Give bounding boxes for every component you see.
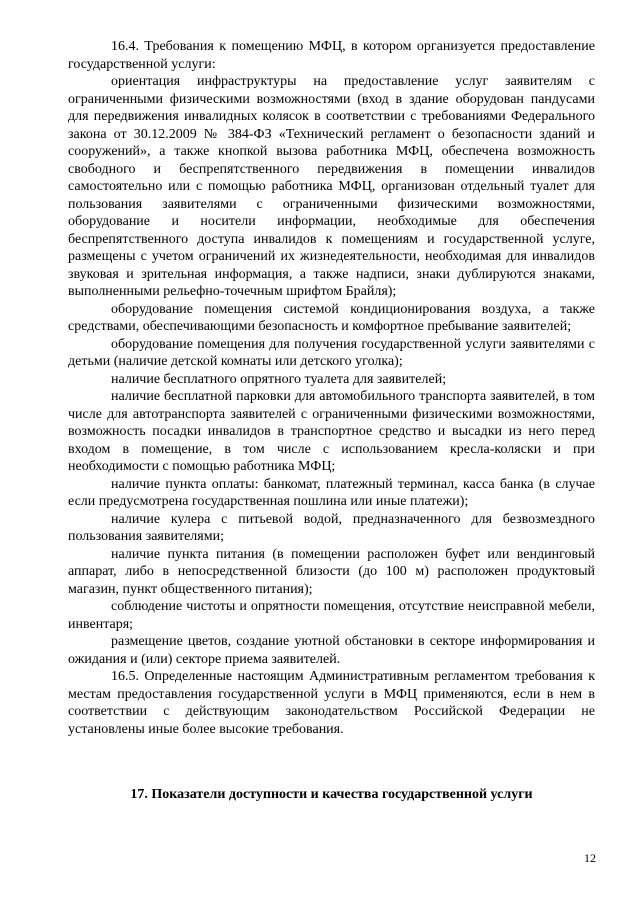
- clause-16-5: [68, 668, 595, 738]
- requirement-paragraph: наличие пункта оплаты: банкомат, платежный терминал, касса банка (в случае если предусмотрена государственная пошлина или иные платежи);: [68, 476, 595, 509]
- clause-number: 16.5.: [111, 669, 139, 684]
- requirement-paragraph: соблюдение чистоты и опрятности помещения, отсутствие неисправной мебели, инвентаря;: [68, 599, 595, 632]
- section-heading: 17. Показатели доступности и качества государственной услуги: [130, 787, 533, 802]
- requirement-paragraph: оборудование помещения системой кондиционирования воздуха, а также средствами, обеспечивающими безопасность и комфортное пребывание заявителей;: [68, 301, 595, 334]
- requirement-paragraph: размещение цветов, создание уютной обстановки в секторе информирования и ожидания и (или) секторе приема заявителей.: [68, 634, 595, 667]
- requirement-paragraph: наличие бесплатного опрятного туалета для заявителей;: [111, 371, 447, 387]
- document-body: [68, 38, 595, 738]
- clause-16-4: [68, 38, 595, 73]
- page-number: 12: [584, 851, 596, 865]
- clause-number: 16.4.: [111, 39, 139, 54]
- requirement-paragraph: наличие пункта питания (в помещении расположен буфет или вендинговый аппарат, либо в непосредственной близости (до 100 м) расположен продуктовый магазин, пункт общественного питания);: [68, 546, 595, 597]
- requirement-paragraph: наличие бесплатной парковки для автомобильного транспорта заявителей, в том числе для автотранспорта заявителей с ограниченными физическими возможностями, возможность посадки инвалидов в транспортное средство и высадки из него перед входом в помещение, в том числе с использованием кресла-коляски и при необходимости с помощью работника МФЦ;: [68, 389, 595, 474]
- requirement-paragraph: наличие кулера с питьевой водой, предназначенного для безвозмездного пользования заявителями;: [68, 511, 595, 544]
- requirement-paragraph: оборудование помещения для получения государственной услуги заявителями с детьми (наличие детской комнаты или детского уголка);: [68, 336, 595, 369]
- clause-text: Определенные настоящим Административным регламентом требования к местам предоставления государственной услуги в МФЦ применяются, если в нем в соответствии с действующим законодательством Российской Федерации не установлены иные более высокие требования.: [68, 669, 595, 737]
- requirement-paragraph: ориентация инфраструктуры на предоставление услуг заявителям с ограниченными физическими возможностями (вход в здание оборудован пандусами для передвижения инвалидных колясок в соответствии с требованиями Федерального закона от 30.12.2009 № 384-ФЗ «Технический регламент о безопасности зданий и сооружений», а также кнопкой вызова работника МФЦ, обеспечена возможность свободного и беспрепятственного передвижения в помещении инвалидов самостоятельно или с помощью работника МФЦ, организован отдельный туалет для пользования заявителями с ограниченными физическими возможностями, оборудование и носители информации, необходимые для обеспечения беспрепятственного доступа инвалидов к помещениям и государственной услуге, размещены с учетом ограничений их жизнедеятельности, необходимая для инвалидов звуковая и зрительная информация, а также надписи, знаки дублируются знаками, выполненными рельефно-точечным шрифтом Брайля);: [68, 74, 595, 299]
- clause-text: Требования к помещению МФЦ, в котором организуется предоставление государственной услуги:: [68, 39, 595, 72]
